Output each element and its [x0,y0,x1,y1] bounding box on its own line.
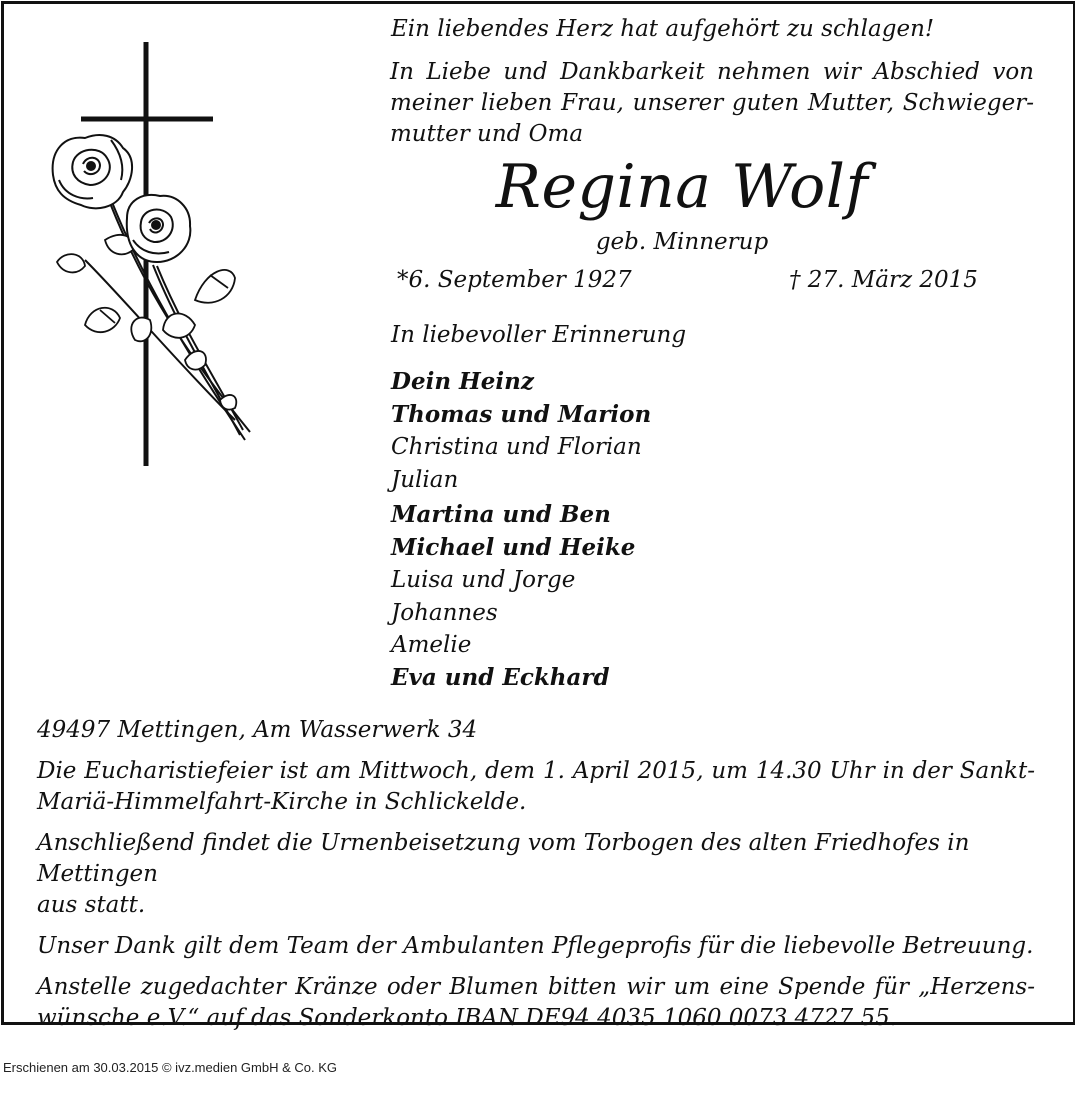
donation-paragraph [37,972,1035,1034]
family-member: Amelie [391,632,472,658]
opening-line: Ein liebendes Herz hat aufgehört zu schlagen! [391,16,935,42]
cross-with-roses-illustration [45,40,260,470]
farewell-line: meiner lieben Frau, unserer guten Mutter, Schwieger- [390,90,1034,116]
family-member: Eva und Eckhard [391,663,610,691]
rose-icon-lower [127,195,191,262]
family-member: Christina und Florian [391,434,642,460]
farewell-paragraph [390,57,1034,150]
birth-date: *6. September 1927 [397,267,632,293]
donation-line: wünsche e.V.“ auf das Sonderkonto IBAN DE94 4035 1060 0073 4727 55. [37,1005,898,1031]
publication-footer: Erschienen am 30.03.2015 © ivz.medien GmbH & Co. KG [3,1060,338,1075]
family-list [391,366,651,694]
service-line: Mariä-Himmelfahrt-Kirche in Schlickelde. [37,789,527,815]
maiden-name: geb. Minnerup [595,229,769,255]
family-member: Dein Heinz [391,368,534,395]
address: 49497 Mettingen, Am Wasserwerk 34 [37,717,478,743]
family-member: Thomas und Marion [391,400,652,428]
family-member: Michael und Heike [391,533,636,561]
death-date: † 27. März 2015 [789,267,978,293]
burial-line: aus statt. [37,892,146,918]
service-paragraph [37,756,1035,818]
remembrance-line: In liebevoller Erinnerung [391,322,687,348]
rose-icon-upper [53,135,132,208]
donation-line: Anstelle zugedachter Kränze oder Blumen bitten wir um eine Spende für „Herzens- [37,974,1035,1000]
family-member: Luisa und Jorge [391,567,576,593]
service-line: Die Eucharistiefeier ist am Mittwoch, dem 1. April 2015, um 14.30 Uhr in der Sankt- [37,758,1035,784]
details-block [37,715,1035,1044]
family-member: Johannes [391,599,498,626]
burial-line: Anschließend findet die Urnenbeisetzung vom Torbogen des alten Friedhofes in Mettingen [37,830,970,887]
thanks-line: Unser Dank gilt dem Team der Ambulanten Pflegeprofis für die liebevolle Betreuung. [37,933,1034,959]
family-member: Martina und Ben [391,501,611,528]
farewell-line: mutter und Oma [390,121,584,147]
deceased-name: Regina Wolf [495,152,869,222]
farewell-line: In Liebe und Dankbarkeit nehmen wir Abschied von [390,59,1034,85]
family-member: Julian [391,466,459,493]
burial-paragraph [37,828,1035,921]
